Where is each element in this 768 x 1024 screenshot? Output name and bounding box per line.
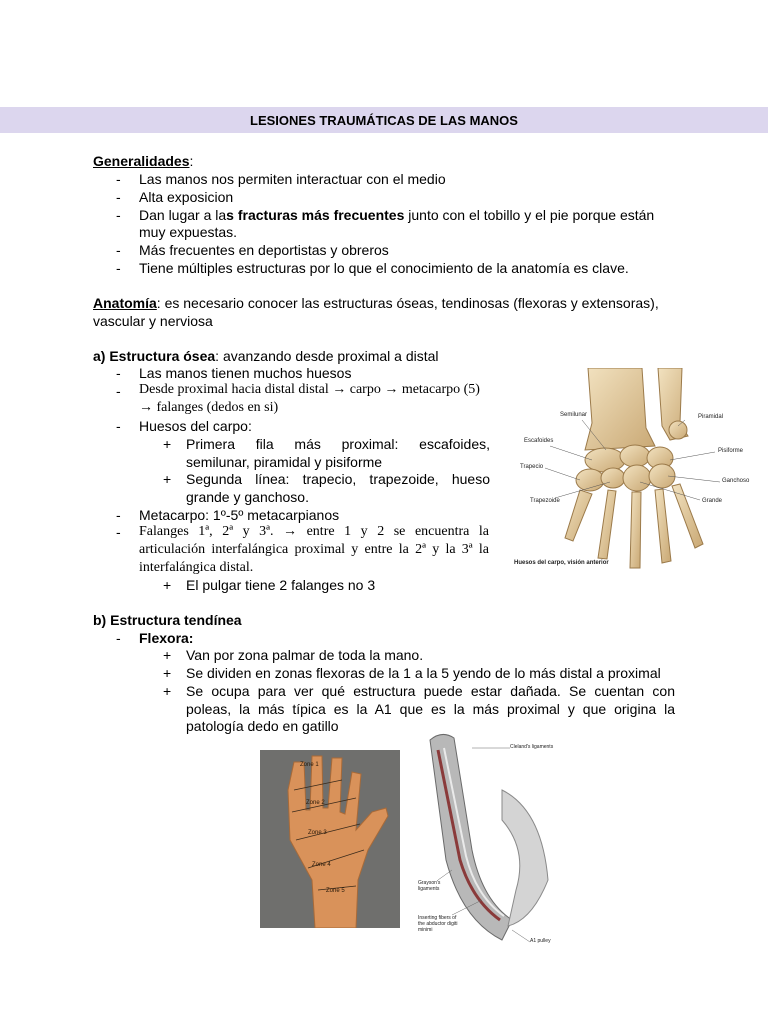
- sub-list-item: Van por zona palmar de toda la mano.: [186, 647, 424, 663]
- label-ganchoso: Ganchoso: [722, 478, 750, 484]
- label-grande: Grande: [702, 498, 723, 504]
- list-item: Metacarpo: 1º-5º metacarpianos: [139, 507, 340, 523]
- sub-list-item: El pulgar tiene 2 falanges no 3: [186, 577, 376, 593]
- zone-label: Zone 1: [300, 762, 319, 768]
- bullet-dash: -: [116, 207, 121, 223]
- bullet-plus: +: [163, 436, 172, 452]
- item3-bold: s fracturas más frecuentes: [226, 207, 405, 223]
- list-item-continuation: → falanges (dedos en si): [139, 400, 279, 415]
- anatomia-text-1: : es necesario conocer las estructuras óseas, tendinosas (flexoras y extensoras),: [156, 295, 659, 311]
- sub-list-item-continuation: semilunar, piramidal y pisiforme: [186, 454, 383, 470]
- list-item: Tiene múltiples estructuras por lo que el conocimiento de la anatomía es clave.: [139, 260, 629, 276]
- generalidades-heading-line: [93, 152, 193, 170]
- bullet-dash: -: [116, 524, 121, 540]
- item3-pre: Dan lugar a la: [139, 207, 227, 223]
- label-trapecio: Trapecio: [520, 464, 544, 470]
- list-item: Las manos nos permiten interactuar con el medio: [139, 171, 446, 187]
- list-item-continuation: muy expuestas.: [139, 224, 238, 240]
- zone-label: Zone 2: [306, 800, 325, 806]
- osea-heading-line: [93, 347, 439, 365]
- list-item: [139, 206, 654, 224]
- zone-label: Zone 5: [326, 888, 345, 894]
- label-escafoides: Escafoides: [524, 438, 554, 444]
- bullet-dash: -: [116, 365, 121, 381]
- list-item: Las manos tienen muchos huesos: [139, 365, 352, 381]
- bullet-plus: +: [163, 577, 172, 593]
- item3-post: junto con el tobillo y el pie porque están: [404, 207, 655, 223]
- hand-zones-illustration: [260, 750, 400, 928]
- generalidades-colon: :: [189, 153, 194, 169]
- figure1-caption: Huesos del carpo, visión anterior: [514, 560, 609, 566]
- document-title: LESIONES TRAUMÁTICAS DE LAS MANOS: [250, 112, 518, 128]
- label-graysons-ligaments: Grayson's ligaments: [418, 880, 441, 892]
- bullet-dash: -: [116, 171, 121, 187]
- bullet-dash: -: [116, 383, 121, 399]
- list-item: Huesos del carpo:: [139, 418, 252, 434]
- bullet-dash: -: [116, 242, 121, 258]
- list-item-continuation: interfalángica distal.: [139, 560, 254, 575]
- sub-list-item-continuation: grande y ganchoso.: [186, 489, 309, 505]
- osea-subtitle: : avanzando desde proximal a distal: [215, 348, 439, 364]
- label-pisiforme: Pisiforme: [718, 448, 744, 454]
- list-item-continuation: articulación interfalángica proximal y entre la 2ª y la 3ª la: [139, 542, 489, 557]
- list-item: Desde proximal hacia distal distal → carpo → metacarpo (5): [139, 382, 480, 397]
- bullet-plus: +: [163, 471, 172, 487]
- anatomia-heading: Anatomía: [93, 295, 157, 311]
- flexora-heading: Flexora:: [139, 630, 194, 646]
- bullet-dash: -: [116, 189, 121, 205]
- label-abductor-fibers: Inserting fibers of the abductor digiti minimi: [418, 915, 458, 933]
- bullet-plus: +: [163, 647, 172, 663]
- sub-list-item-continuation: poleas, la más típica es la A1 que es la más proximal y que origina la: [186, 701, 675, 717]
- bullet-plus: +: [163, 665, 172, 681]
- generalidades-heading: Generalidades: [93, 153, 190, 169]
- label-trapezoide: Trapezoide: [530, 498, 560, 504]
- bullet-dash: -: [116, 260, 121, 276]
- carpal-bones-figure: [510, 368, 765, 573]
- hand-zones-photo: [260, 750, 400, 928]
- bullet-dash: -: [116, 630, 121, 646]
- sub-list-item: Segunda línea: trapecio, trapezoide, hueso: [186, 471, 490, 487]
- sub-list-item: Se dividen en zonas flexoras de la 1 a la 5 yendo de lo más distal a proximal: [186, 665, 661, 681]
- anatomia-paragraph: [93, 294, 659, 312]
- list-item: Más frecuentes en deportistas y obreros: [139, 242, 389, 258]
- label-piramidal: Piramidal: [698, 414, 724, 420]
- osea-heading: a) Estructura ósea: [93, 348, 216, 364]
- sub-list-item: Primera fila más proximal: escafoides,: [186, 436, 490, 452]
- bullet-dash: -: [116, 418, 121, 434]
- list-item: Falanges 1ª, 2ª y 3ª. → entre 1 y 2 se encuentra la: [139, 524, 489, 539]
- flexor-pulley-figure: [412, 730, 562, 948]
- list-item: Alta exposicion: [139, 189, 234, 205]
- label-a1-pulley: A1 pulley: [530, 938, 551, 944]
- document-title-bar: [0, 107, 768, 133]
- anatomia-text-2: vascular y nerviosa: [93, 313, 213, 329]
- bullet-plus: +: [163, 683, 172, 699]
- bullet-dash: -: [116, 507, 121, 523]
- zone-label: Zone 4: [312, 862, 331, 868]
- label-clelands-ligaments: Cleland's ligaments: [510, 744, 554, 750]
- tendinea-heading: b) Estructura tendínea: [93, 612, 242, 628]
- label-semilunar: Semilunar: [560, 412, 588, 418]
- zone-label: Zone 3: [308, 830, 327, 836]
- carpal-bones-illustration: [510, 368, 765, 573]
- sub-list-item-continuation: patología dedo en gatillo: [186, 718, 339, 734]
- sub-list-item: Se ocupa para ver qué estructura puede estar dañada. Se cuentan con: [186, 683, 675, 699]
